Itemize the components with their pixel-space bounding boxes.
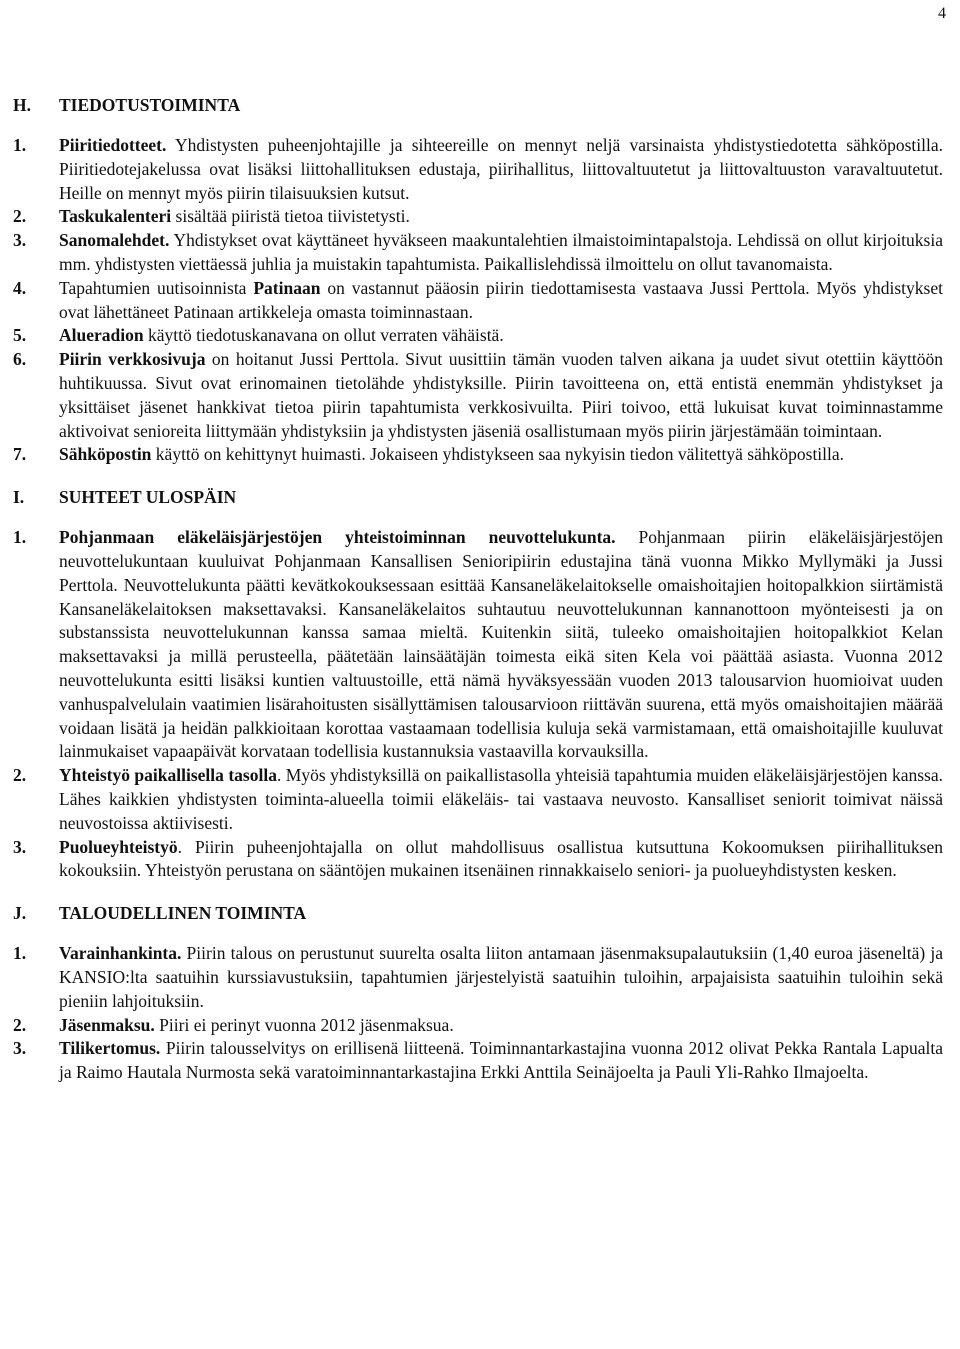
item-text bbox=[59, 526, 943, 764]
item-number: 1. bbox=[13, 943, 27, 964]
item-body: käyttö on kehittynyt huimasti. Jokaiseen yhdistykseen saa nykyisin tiedon välitettyä sähköpostilla. bbox=[151, 444, 845, 465]
item-lead: Piirin verkkosivuja bbox=[59, 349, 206, 370]
item-text bbox=[59, 1014, 943, 1038]
list-item bbox=[13, 229, 943, 277]
item-lead: Varainhankinta. bbox=[59, 943, 182, 964]
item-text bbox=[59, 205, 943, 229]
item-number: 3. bbox=[13, 230, 27, 251]
item-body: käyttö tiedotuskanavana on ollut verraten vähäistä. bbox=[143, 325, 504, 346]
list-item bbox=[13, 443, 943, 467]
item-lead: Puolueyhteistyö bbox=[59, 836, 178, 857]
item-body: Yhdistykset ovat käyttäneet hyväkseen maakuntalehtien ilmaistoimintapalstoja. Lehdissä on ollut kirjoituksia mm. yhdistysten viettäessä juhlia ja muistakin tapahtumista. Paikallislehdissä ilmoittelu on ollut tavanomaista. bbox=[59, 230, 943, 274]
item-text bbox=[59, 229, 943, 277]
list-item bbox=[13, 277, 943, 325]
item-body: . Myös yhdistyksillä on paikallistasolla yhteisiä tapahtumia muiden eläkeläisjärjestöjen kanssa. Lähes kaikkien yhdistysten toiminta-alueella toimii eläkeläis- tai vastaava neuvosto. Kansalliset seniorit toimivat näissä neuvostoissa aktiivisesti. bbox=[59, 765, 943, 833]
item-text bbox=[59, 324, 943, 348]
item-lead: Pohjanmaan eläkeläisjärjestöjen yhteistoiminnan neuvottelukunta. bbox=[59, 527, 616, 548]
section-title: TIEDOTUSTOIMINTA bbox=[59, 95, 241, 115]
item-number: 3. bbox=[13, 1038, 27, 1059]
item-body: sisältää piiristä tietoa tiivistetysti. bbox=[171, 206, 410, 227]
item-lead: Sanomalehdet. bbox=[59, 230, 170, 251]
section-letter: I. bbox=[13, 487, 25, 508]
item-number: 2. bbox=[13, 206, 27, 227]
section-heading bbox=[13, 93, 943, 117]
item-body: Yhdistysten puheenjohtajille ja sihteereille on mennyt neljä varsinaista yhdistystiedotetta sähköpostilla. Piiritiedotejakelussa ovat lisäksi liittohallituksen edustaja, piirihallitus, liittovaltuutetut ja liittovaltuuston varavaltuutetut. Heille on mennyt myös piirin tilaisuuksien kutsut. bbox=[59, 135, 943, 203]
page-number: 4 bbox=[938, 5, 946, 22]
item-body: on hoitanut Jussi Perttola. Sivut uusittiin tämän vuoden talven aikana ja uudet sivut otettiin käyttöön huhtikuussa. Sivut ovat erinomainen tietolähde yhdistyksille. Piirin tavoitteena on, että entistä enemmän yhdistykset ja yksittäiset jäsenet hankkivat tietoa piirin tapahtumista verkkosivuilta. Piiri toivoo, että lukuisat kuvat toiminnastamme aktivoivat senioreita liittymään yhdistyksiin ja yhdistysten jäseniä osallistumaan myös piirin järjestämään toimintaan. bbox=[59, 349, 944, 441]
item-text bbox=[59, 764, 943, 835]
section-heading bbox=[13, 901, 943, 925]
item-number: 7. bbox=[13, 444, 27, 465]
item-number: 2. bbox=[13, 1014, 27, 1035]
section-title: TALOUDELLINEN TOIMINTA bbox=[59, 903, 307, 924]
item-number: 5. bbox=[13, 325, 27, 346]
section-letter: H. bbox=[13, 95, 31, 115]
list-item bbox=[13, 1014, 943, 1038]
item-lead: Piiritiedotteet. bbox=[59, 135, 167, 155]
list-item bbox=[13, 764, 943, 835]
item-number: 4. bbox=[13, 277, 27, 298]
item-body: Piirin talous on perustunut suurelta osalta liiton antamaan jäsenmaksupalautuksiin (1,40 euroa jäseneltä) ja KANSIO:lta saatuihin kurssiavustuksiin, tapahtumien järjestelyistä saatuihin tuloihin, arpajaisista saatuihin tuloihin sekä pieniin lahjoituksiin. bbox=[59, 943, 943, 1011]
item-lead: Jäsenmaksu. bbox=[59, 1014, 155, 1035]
section-item-list bbox=[13, 526, 943, 883]
section-item-list bbox=[13, 942, 943, 1085]
item-prefix-text: Tapahtumien uutisoinnista bbox=[59, 277, 254, 298]
list-item bbox=[13, 134, 943, 205]
section-j bbox=[13, 901, 943, 1085]
item-text bbox=[59, 134, 943, 205]
section-heading bbox=[13, 485, 943, 509]
item-number: 6. bbox=[13, 349, 27, 370]
item-lead: Alueradion bbox=[59, 325, 144, 346]
list-item bbox=[13, 942, 943, 1013]
item-lead: Sähköpostin bbox=[59, 444, 152, 465]
item-lead: Yhteistyö paikallisella tasolla bbox=[59, 765, 277, 786]
list-item bbox=[13, 348, 943, 443]
item-text bbox=[59, 277, 943, 325]
section-title: SUHTEET ULOSPÄIN bbox=[59, 487, 237, 508]
item-number: 1. bbox=[13, 135, 27, 155]
item-body: on vastannut pääosin piirin tiedottamisesta vastaava Jussi Perttola. Myös yhdistykset ovat lähettäneet Patinaan artikkeleja omasta toiminnastaan. bbox=[59, 277, 943, 322]
list-item bbox=[13, 324, 943, 348]
document-body bbox=[13, 93, 943, 1103]
list-item bbox=[13, 205, 943, 229]
list-item bbox=[13, 526, 943, 764]
section-i bbox=[13, 485, 943, 883]
item-body: Piirin talousselvitys on erillisenä liitteenä. Toiminnantarkastajina vuonna 2012 olivat Pekka Rantala Lapualta ja Raimo Hautala Nurmosta sekä varatoiminnantarkastajina Erkki Anttila Seinäjoelta ja Pauli Yli-Rahko Ilmajoelta. bbox=[59, 1038, 943, 1083]
item-text bbox=[59, 836, 943, 884]
item-text bbox=[59, 1037, 943, 1085]
section-item-list bbox=[13, 134, 943, 467]
item-lead: Patinaan bbox=[253, 277, 321, 298]
list-item bbox=[13, 836, 943, 884]
item-body: . Piirin puheenjohtajalla on ollut mahdollisuus osallistua kutsuttuna Kokoomuksen piirihallituksen kokouksiin. Yhteistyön perustana on sääntöjen mukainen itsenäinen rinnakkaiselo seniori- ja puolueyhdistysten kesken. bbox=[59, 836, 943, 881]
item-lead: Taskukalenteri bbox=[59, 206, 172, 227]
item-body: Piiri ei perinyt vuonna 2012 jäsenmaksua. bbox=[154, 1014, 454, 1035]
item-body: Pohjanmaan piirin eläkeläisjärjestöjen neuvottelukuntaan kuuluivat Pohjanmaan Kansallisen Senioripiirin edustajina tänä vuonna Mikko Myllymäki ja Jussi Perttola. Neuvottelukunta päätti kevätkokouksessaan esittää Kansaneläkelaitokselle omaishoitajien hoitopalkkion siirtämistä Kansaneläkelaitoksen maksettavaksi. Kansaneläkelaitos suhtautuu neuvottelukunnan kannanottoon myönteisesti ja on substanssista neuvottelukunnan kanssa samaa mieltä. Kuitenkin siitä, tuleeko omaishoitajien hoitopalkkiot Kelan maksettavaksi ja millä perusteella, päätetään lainsäätäjän toimesta eikä siten Kela voi päättää asiasta. Vuonna 2012 neuvottelukunta esitti lisäksi kuntien valtuustoille, että nämä hyväksyessään vuoden 2013 talousarvion huomioivat uuden vanhuspalvelulain vaatimien lisärahoitusten sisällyttämisen talousarvioon riittävän suurena, että myös omaishoitajien määrää voidaan lisätä ja heidän palkkioitaan korottaa vastaamaan todellisia kuluja sekä varmistamaan, että omaishoitajille kuuluvat lainmukaiset vapaapäivät korvataan todellisia kustannuksia vastaavilla korvauksilla. bbox=[59, 527, 943, 762]
item-text bbox=[59, 443, 943, 467]
section-letter: J. bbox=[13, 903, 27, 924]
item-number: 1. bbox=[13, 527, 27, 548]
item-text bbox=[59, 348, 943, 443]
list-item bbox=[13, 1037, 943, 1085]
item-number: 2. bbox=[13, 765, 27, 786]
item-number: 3. bbox=[13, 836, 27, 857]
item-text bbox=[59, 942, 943, 1013]
item-lead: Tilikertomus. bbox=[59, 1038, 161, 1059]
section-h bbox=[13, 93, 943, 467]
